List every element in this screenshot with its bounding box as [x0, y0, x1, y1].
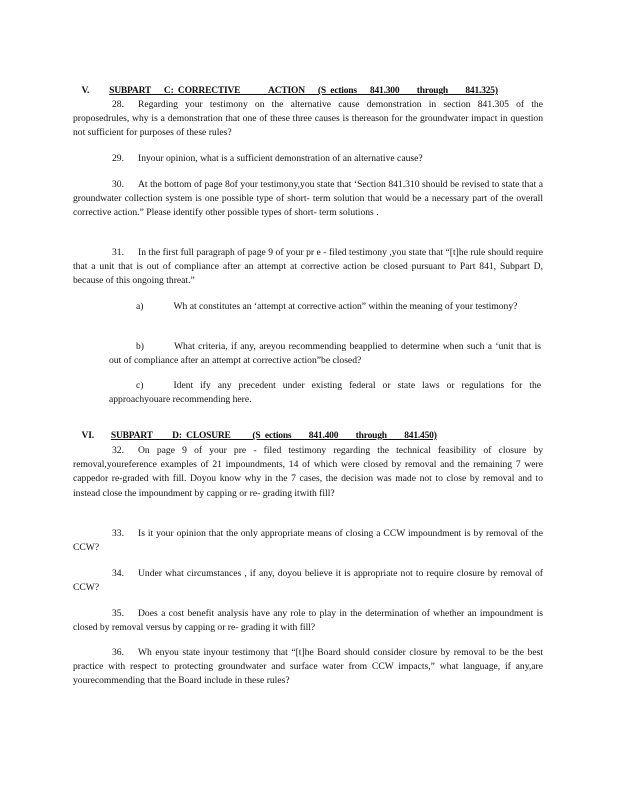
section-number: V.: [81, 86, 90, 96]
question-text: Under what circumstances , if any, doyou believe it is appropriate not to require closure by removal of CCW?: [73, 568, 543, 594]
question-text: Does a cost benefit analysis have any role to play in the determination of whether an impoundment is closed by removal versus by capping or re- grading it with fill?: [73, 608, 543, 634]
subquestion-text: What criteria, if any, areyou recommending beapplied to determine when such a ‘unit that is out of compliance after an attempt at corrective action”be closed?: [109, 341, 541, 367]
question-number: 29.: [112, 153, 124, 164]
question-number: 33.: [112, 528, 124, 539]
question-33: [73, 527, 543, 555]
subquestion-text: Wh at constitutes an ‘attempt at corrective action” within the meaning of your testimony?: [173, 301, 518, 312]
subquestion-b: [109, 340, 541, 368]
question-32: [73, 444, 543, 501]
section-title: SUBPART C: CORRECTIVE ACTION (S ections 841.300 through 841.325): [109, 86, 498, 96]
question-number: 32.: [112, 445, 124, 456]
subquestion-label: c): [136, 380, 144, 391]
question-text: In the first full paragraph of page 9 of your pr e - filed testimony ,you state that “[t]he rule should require that a unit that is out of compliance after an attempt at corrective action be closed pursuant to Part 841, Subpart D, because of this ongoing threat.”: [73, 247, 543, 287]
question-30: [73, 178, 543, 221]
question-35: [73, 607, 543, 635]
question-31: [73, 246, 543, 289]
question-34: [73, 567, 543, 595]
question-number: 36.: [112, 647, 124, 658]
question-36: [73, 646, 543, 689]
subquestion-c: [109, 379, 541, 407]
question-text: Inyour opinion, what is a sufficient demonstration of an alternative cause?: [138, 153, 423, 164]
question-number: 31.: [112, 247, 124, 258]
question-text: Wh enyou state inyour testimony that “[t]he Board should consider closure by removal to be the best practice with respect to protecting groundwater and surface water from CCW impacts,” what language, if any,are yourecommending that the Board include in these rules?: [73, 647, 543, 687]
question-text: Is it your opinion that the only appropriate means of closing a CCW impoundment is by removal of the CCW?: [73, 528, 543, 554]
question-text: On page 9 of your pre - filed testimony regarding the technical feasibility of closure by removal,youreference examples of 21 impoundments, 14 of which were closed by removal and the remaining 7 were cappedor re-graded with fill. Doyou know why in the 7 cases, the decision was made not to close by removal and to instead close the impoundment by capping or re- grading itwith fill?: [73, 445, 543, 499]
subquestion-a: [109, 300, 541, 314]
subquestion-text: Ident ify any precedent under existing federal or state laws or regulations for the approachyouare recommending here.: [109, 380, 541, 406]
question-text: At the bottom of page 8of your testimony,you state that ‘Section 841.310 should be revised to state that a groundwater collection system is one possible type of short- term solution that would be a necessary part of the overall corrective action.” Please identify other possible types of short- term solutions .: [73, 179, 543, 219]
subquestion-label: a): [136, 301, 144, 312]
question-text: Regarding your testimony on the alternative cause demonstration in section 841.305 of the proposedrules, why is a demonstration that one of these three causes is thereason for the groundwater impact in question not sufficient for purposes of these rules?: [73, 99, 543, 139]
question-number: 35.: [112, 608, 124, 619]
subquestion-label: b): [136, 341, 144, 352]
section-title: SUBPART D: CLOSURE (S ections 841.400 through 841.450): [110, 431, 437, 441]
question-number: 34.: [112, 568, 124, 579]
section-number: VI.: [81, 431, 94, 441]
question-number: 30.: [112, 179, 124, 190]
question-29: [73, 152, 543, 166]
question-number: 28.: [112, 99, 124, 110]
question-28: [73, 98, 543, 141]
